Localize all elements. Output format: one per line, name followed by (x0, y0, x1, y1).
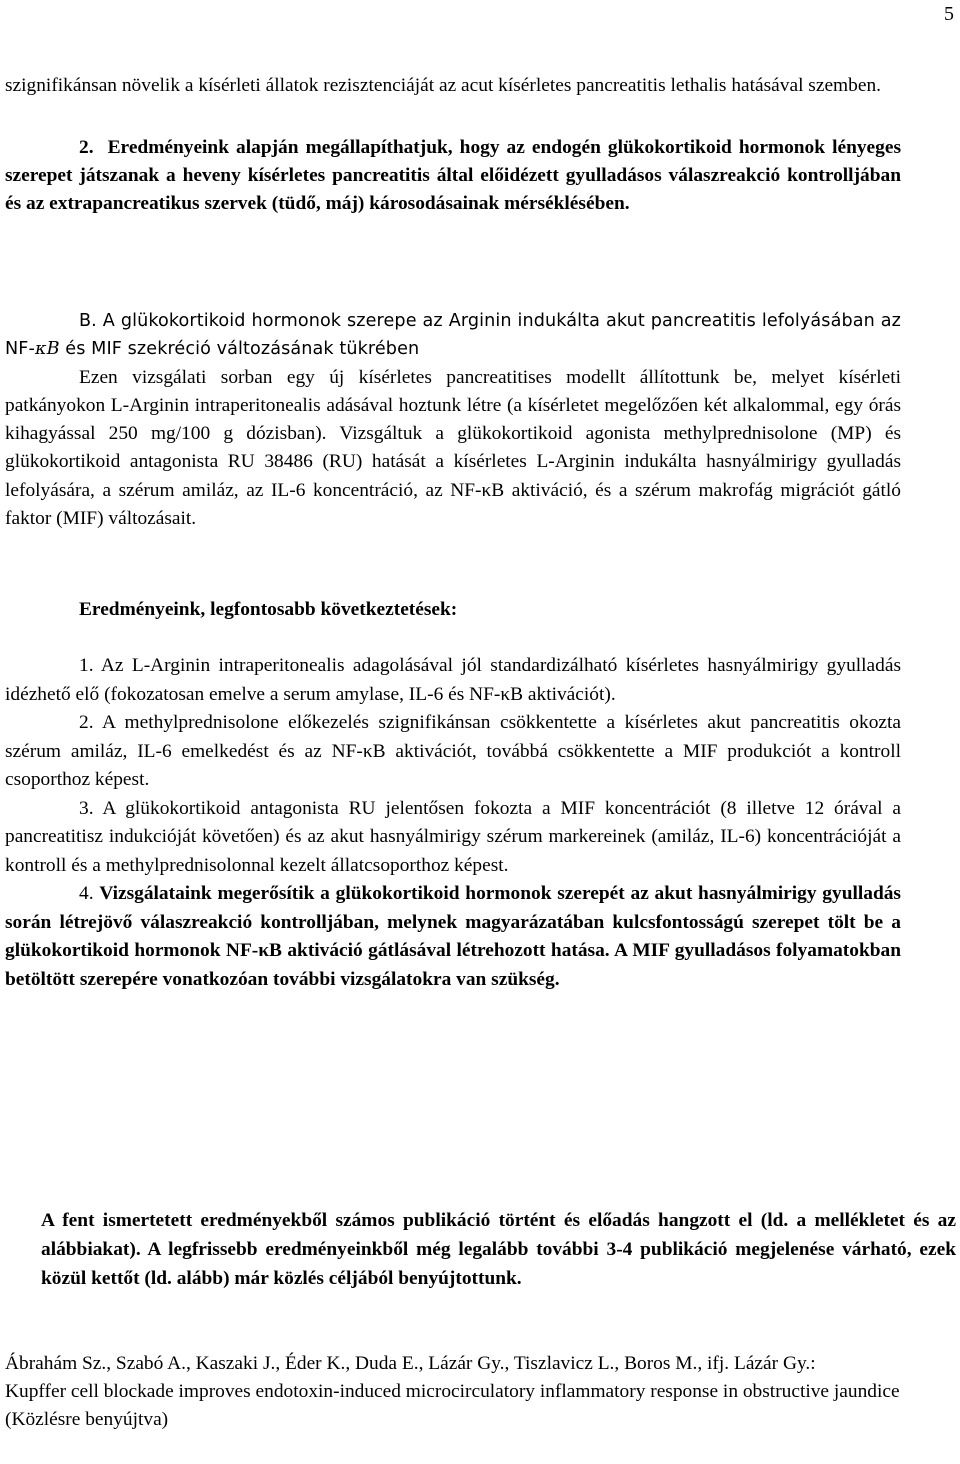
point-text: Eredményeink alapján megállapíthatjuk, hogy az endogén glükokortikoid hormonok lényeges szerepet játszanak a heveny kísérletes pancreatitis által előidézett gyulladásos válaszreakció kontrolljában és az extrapancreatikus szervek (tüdő, máj) károsodásainak mérséklésében. (5, 137, 901, 215)
results-list (5, 652, 901, 994)
result-item-2: 2. A methylprednisolone előkezelés szignifikánsan csökkentette a kísérletes akut pancreatitis okozta szérum amiláz, IL-6 emelkedést és az NF-κB aktivációt, továbbá csökkentette a MIF produkciót a kontroll csoporthoz képest. (5, 712, 901, 790)
publication-note: A fent ismertetett eredményekből számos publikáció történt és előadás hangzott el (ld. a mellékletet és az alábbiakat). A legfrissebb eredményeinkből még legalább további 3-4 publikáció megjelenése várható, ezek közül kettőt (ld. alább) már közlés céljából benyújtottunk. (41, 1210, 956, 1289)
result-item-3: 3. A glükokortikoid antagonista RU jelentősen fokozta a MIF koncentrációt (8 illetve 12 órával a pancreatitisz indukcióját követően) és az akut hasnyálmirigy szérum markereinek (amiláz, IL-6) koncentrációját a kontroll és a methylprednisolonnal kezelt állatcsoporthoz képest. (5, 797, 902, 876)
page-number: 5 (944, 3, 954, 25)
section-b (5, 307, 901, 533)
point-number: 2. (79, 137, 94, 158)
reference-title: Kupffer cell blockade improves endotoxin-induced microcirculatory inflammatory response in obstructive jaundice (Közlésre benyújtva) (5, 1381, 900, 1430)
result-item-4: 4. Vizsgálataink megerősítik a glükokortikoid hormonok szerepét az akut hasnyálmirigy gyulladás során létrejövő válaszreakció kontrolljában, melynek magyarázatában kulcsfontosságú szerepet tölt be a glükokortikoid hormonok NF-κB aktiváció gátlásával létrehozott hatása. A MIF gyulladásos folyamatokban betöltött szerepére vonatkozóan további vizsgálatokra van szükség. (5, 883, 901, 990)
result-item-1: 1. Az L-Arginin intraperitonealis adagolásával jól standardizálható kísérletes hasnyálmirigy gyulladás idézhető elő (fokozatosan emelve a serum amylase, IL-6 és NF-κB aktivációt). (5, 655, 901, 705)
conclusion-point-2 (5, 134, 901, 219)
reference-entry (5, 1350, 955, 1434)
reference-authors: Ábrahám Sz., Szabó A., Kaszaki J., Éder K., Duda E., Lázár Gy., Tiszlavicz L., Boros M., ifj. Lázár Gy.: (5, 1353, 816, 1374)
intro-text: szignifikánsan növelik a kísérleti állatok rezisztenciáját az acut kísérletes pancreatitis lethalis hatásával szemben. (5, 75, 881, 96)
section-b-title: B. A glükokortikoid hormonok szerepe az Arginin indukálta akut pancreatitis lefolyásában az NF-κB és MIF szekréció változásának tükrében (5, 311, 901, 360)
kappa-b-symbol: κB (34, 339, 60, 360)
results-heading: Eredményeink, legfontosabb következtetések: (79, 599, 458, 620)
section-b-paragraph: Ezen vizsgálati sorban egy új kísérletes pancreatitises modellt állítottunk be, melyet kísérleti patkányokon L-Arginin intraperitonealis adásával hoztunk létre (a kísérletet megelőzően két alkalommal, egy órás kihagyással 250 mg/100 g dózisban). Vizsgáltuk a glükokortikoid agonista methylprednisolone (MP) és glükokortikoid antagonista RU 38486 (RU) hatását a kísérletes L-Arginin indukálta hasnyálmirigy gyulladás lefolyására, a szérum amiláz, az IL-6 koncentráció, az NF-κB aktiváció, és a szérum makrofág migrációt gátló faktor (MIF) változásait. (5, 366, 901, 530)
intro-paragraph (5, 72, 901, 101)
